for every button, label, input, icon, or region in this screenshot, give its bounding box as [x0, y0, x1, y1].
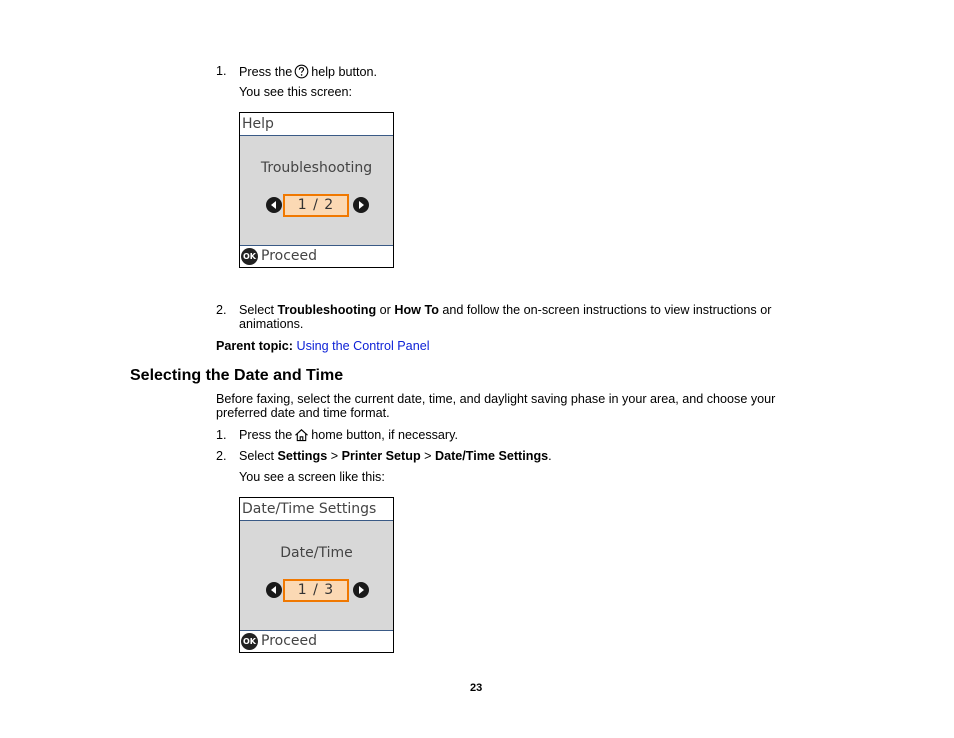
screen-item: Date/Time: [280, 545, 353, 561]
right-arrow-icon: [353, 582, 369, 598]
step-number: 2.: [216, 303, 227, 317]
parent-topic-label: Parent topic:: [216, 339, 293, 353]
screen-title: Date/Time Settings: [240, 498, 393, 521]
step-text: [239, 303, 771, 317]
home-icon: [294, 428, 309, 445]
page-indicator: 1 / 2: [283, 194, 349, 217]
menu-settings: Settings: [277, 449, 328, 463]
step-text: [239, 428, 458, 445]
text-select: Select: [239, 449, 275, 463]
see-screen-text: You see a screen like this:: [239, 470, 385, 484]
step-text-continued: animations.: [239, 317, 304, 331]
left-arrow-icon: [266, 582, 282, 598]
left-arrow-icon: [266, 197, 282, 213]
step-text-post: help button.: [311, 65, 378, 79]
text-or: or: [379, 303, 391, 317]
separator: >: [424, 449, 432, 463]
intro-text: Before faxing, select the current date, time, and daylight saving phase in your area, and choose your: [216, 392, 776, 406]
screen-footer: [240, 245, 393, 267]
right-arrow-icon: [353, 197, 369, 213]
proceed-label: Proceed: [261, 248, 318, 264]
screen-body: [240, 521, 393, 630]
parent-topic-link[interactable]: Using the Control Panel: [296, 339, 430, 353]
screen-title: Help: [240, 113, 393, 136]
option-how-to: How To: [394, 303, 439, 317]
step-text-pre: Press the: [239, 428, 293, 442]
proceed-label: Proceed: [261, 633, 318, 649]
text-instructions: and follow the on-screen instructions to view instructions or: [442, 303, 772, 317]
step-text-post: home button, if necessary.: [311, 428, 458, 442]
step-number: 1.: [216, 428, 227, 442]
section-heading: Selecting the Date and Time: [130, 367, 344, 384]
help-screen-image: [239, 112, 394, 268]
see-screen-text: You see this screen:: [239, 85, 352, 99]
parent-topic: [216, 339, 430, 353]
screen-item: Troubleshooting: [260, 160, 373, 176]
menu-printer-setup: Printer Setup: [341, 449, 421, 463]
date-time-screen-image: [239, 497, 394, 653]
option-troubleshooting: Troubleshooting: [277, 303, 377, 317]
screen-body: [240, 136, 393, 245]
step-number: 2.: [216, 449, 227, 463]
period: .: [548, 449, 552, 463]
page-indicator: 1 / 3: [283, 579, 349, 602]
step-text-pre: Press the: [239, 65, 293, 79]
menu-date-time-settings: Date/Time Settings: [435, 449, 549, 463]
text-select: Select: [239, 303, 275, 317]
ok-icon: OK: [241, 633, 258, 650]
step-text: [239, 64, 377, 82]
separator: >: [330, 449, 339, 463]
page-number: 23: [470, 682, 483, 694]
help-icon: [294, 64, 309, 82]
screen-footer: [240, 630, 393, 652]
step-text: [239, 449, 552, 463]
step-number: 1.: [216, 64, 227, 78]
intro-text-continued: preferred date and time format.: [216, 406, 390, 420]
ok-icon: OK: [241, 248, 258, 265]
